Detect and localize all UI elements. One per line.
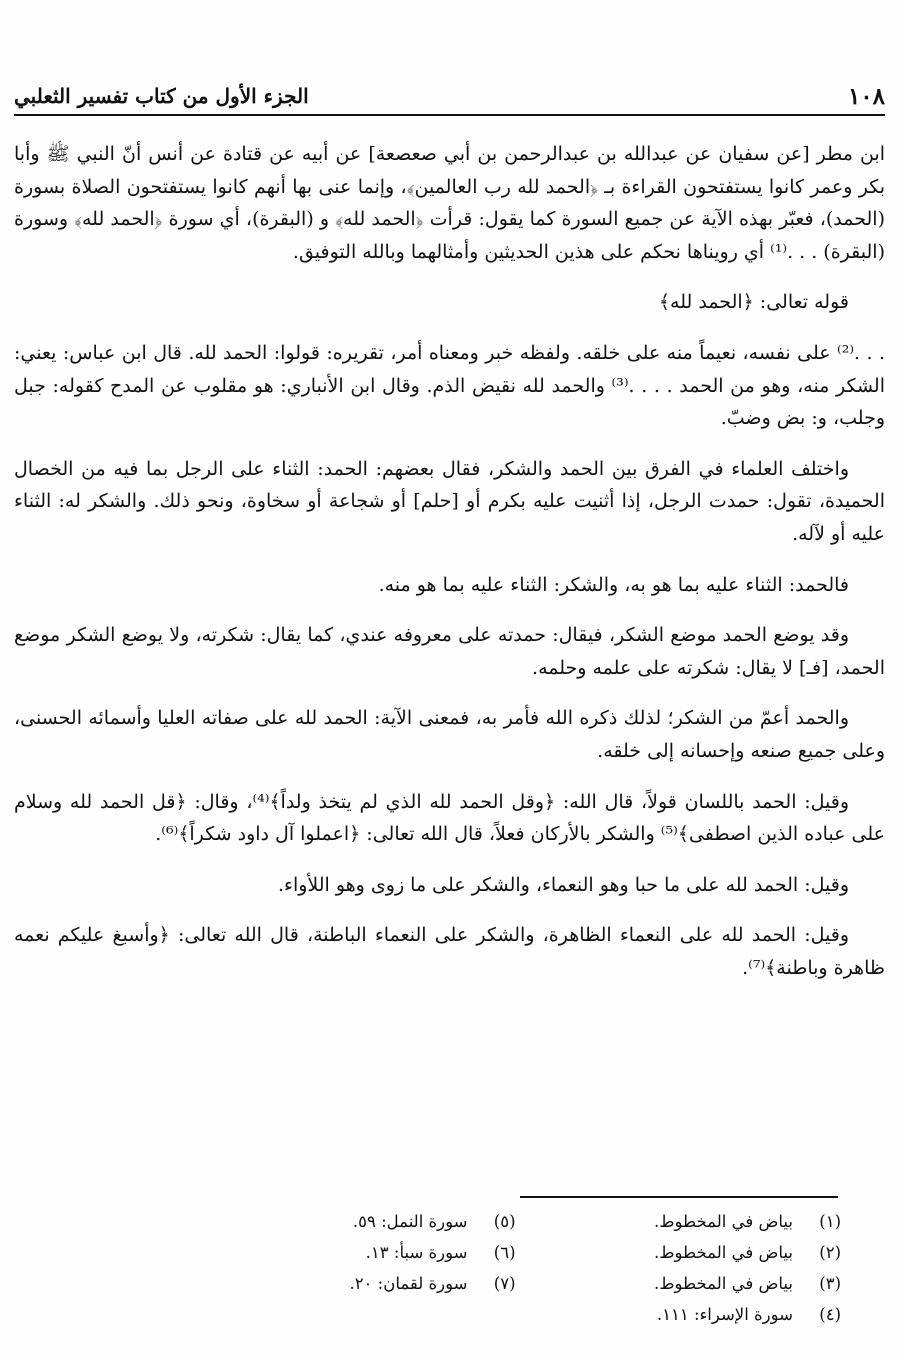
- footnote-separator: [520, 1196, 838, 1198]
- paragraph: وقيل: الحمد باللسان قولاً، قال الله: ﴿وقل الحمد لله الذي لم يتخذ ولداً﴾⁽⁴⁾، وقال: ﴿قل الحمد لله وسلام على عباده الذين اصطفى﴾⁽⁵⁾ والشكر بالأركان فعلاً، قال الله تعالى: ﴿اعملوا آل داود شكراً﴾⁽⁶⁾.: [14, 790, 885, 846]
- footnote-text: سورة الإسراء: ١١١.: [656, 1305, 793, 1324]
- footnote: [230, 1237, 516, 1268]
- page-number: ١٠٨: [847, 82, 885, 110]
- paragraph: ابن مطر [عن سفيان عن عبدالله بن عبدالرحمن بن أبي صعصعة] عن أبيه عن قتادة عن أنس أنّ النبي ﷺ وأبا بكر وعمر كانوا يستفتحون القراءة بـ ﴿الحمد لله رب العالمين﴾، وإنما عنى بها أنهم كانوا يستفتحون الصلاة بسورة (الحمد)، فعبّر بهذه الآية عن جميع السورة كما يقول: قرأت ﴿الحمد لله﴾ و (البقرة)، أي سورة ﴿الحمد لله﴾ وسورة (البقرة) . . .⁽¹⁾ أي رويناها نحكم على هذين الحديثين وأمثالهما وبالله التوفيق.: [14, 143, 885, 263]
- page-header: [14, 78, 885, 116]
- footnote-number: (٤): [819, 1305, 841, 1324]
- footnote-text: بياض في المخطوط.: [653, 1243, 793, 1262]
- footnote: [556, 1268, 842, 1299]
- paragraph: فالحمد: الثناء عليه بما هو به، والشكر: الثناء عليه بما هو منه.: [378, 573, 849, 596]
- footnote-text: سورة النمل: ٥٩.: [352, 1212, 468, 1231]
- paragraph: . . .⁽²⁾ على نفسه، نعيماً منه على خلقه. ولفظه خبر ومعناه أمر، تقريره: قولوا: الحمد لله. قال ابن عباس: يعني: الشكر منه، وهو من الحمد . . . .⁽³⁾ والحمد لله نقيض الذم. وقال ابن الأنباري: هو مقلوب عن المدح كقوله: جبل وجلب، و: بض وضبّ.: [14, 341, 885, 430]
- footnotes: [230, 1206, 841, 1330]
- footnote: [556, 1237, 842, 1268]
- footnote-number: (٥): [493, 1212, 516, 1231]
- paragraph: وقد يوضع الحمد موضع الشكر، فيقال: حمدته على معروفه عندي، كما يقال: شكرته، ولا يوضع الشكر موضع الحمد، [فـ] لا يقال: شكرته على علمه وحلمه.: [14, 624, 885, 679]
- main-text: [14, 138, 885, 1002]
- paragraph: واختلف العلماء في الفرق بين الحمد والشكر، فقال بعضهم: الحمد: الثناء على الرجل بما فيه من الخصال الحميدة، تقول: حمدت الرجل، إذا أثنيت عليه بكرم أو [حلم] أو شجاعة أو سخاوة، ونحو ذلك. والشكر له: الثناء عليه أو لآله.: [14, 457, 885, 545]
- footnote-text: بياض في المخطوط.: [653, 1212, 793, 1231]
- footnote-text: سورة سبأ: ١٣.: [365, 1243, 468, 1262]
- footnote-number: (٧): [493, 1274, 516, 1293]
- footnote-number: (٦): [493, 1243, 516, 1262]
- footnote: [556, 1206, 842, 1237]
- footnote: [230, 1206, 516, 1237]
- paragraph: والحمد أعمّ من الشكر؛ لذلك ذكره الله فأمر به، فمعنى الآية: الحمد لله على صفاته العليا وأسمائه الحسنى، وعلى جميع صنعه وإحسانه إلى خلقه.: [14, 707, 885, 762]
- footnote-number: (٢): [819, 1243, 841, 1262]
- footnote: [556, 1299, 842, 1330]
- footnote-text: سورة لقمان: ٢٠.: [349, 1274, 468, 1293]
- paragraph: وقيل: الحمد لله على النعماء الظاهرة، والشكر على النعماء الباطنة، قال الله تعالى: ﴿وأسبغ عليكم نعمه ظاهرة وباطنة﴾⁽⁷⁾.: [14, 924, 885, 979]
- footnote: [230, 1268, 516, 1299]
- footnote-number: (٣): [819, 1274, 841, 1293]
- verse-heading: قوله تعالى: ﴿الحمد لله﴾: [658, 291, 849, 314]
- paragraph: وقيل: الحمد لله على ما حبا وهو النعماء، والشكر على ما زوى وهو اللأواء.: [277, 873, 849, 896]
- footnote-number: (١): [819, 1212, 841, 1231]
- footnote-text: بياض في المخطوط.: [653, 1274, 793, 1293]
- running-title: الجزء الأول من كتاب تفسير الثعلبي: [14, 84, 309, 108]
